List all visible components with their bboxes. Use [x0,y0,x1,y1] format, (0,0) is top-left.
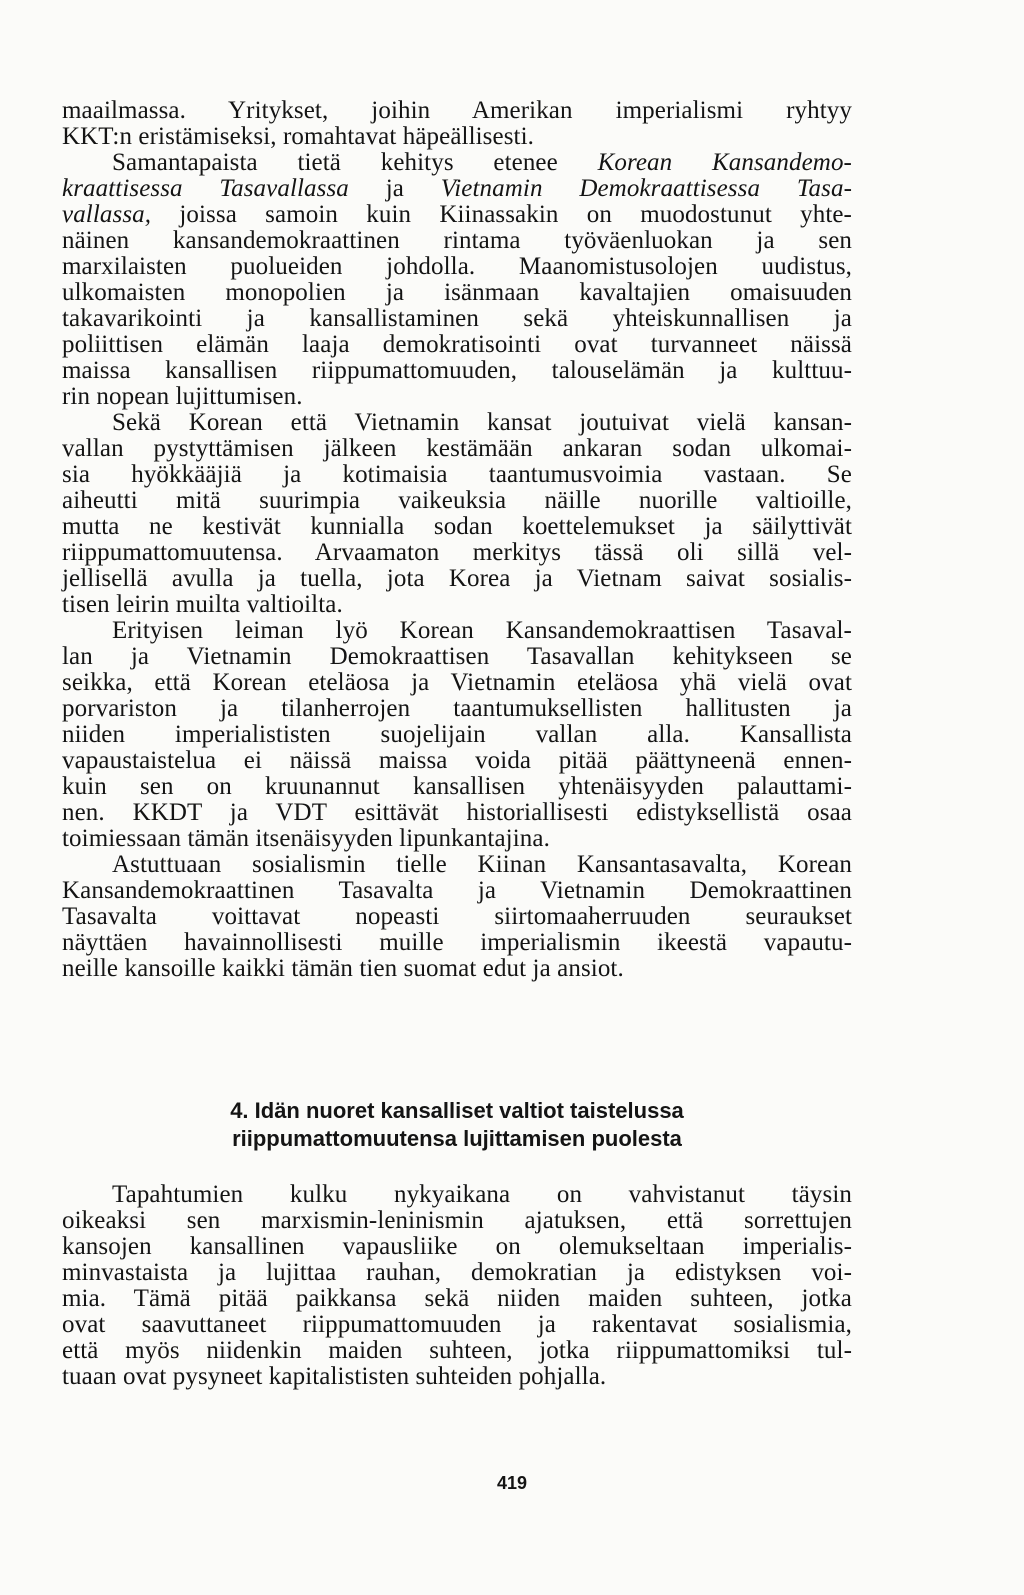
text-line: Tapahtumien kulku nykyaikana on vahvistanut täysin [112,1181,852,1208]
text-line: mia. Tämä pitää paikkansa sekä niiden maiden suhteen, jotka [62,1285,852,1312]
text-line: maailmassa. Yritykset, joihin Amerikan imperialismi ryhtyy [62,97,852,124]
text-line: että myös niidenkin maiden suhteen, jotka riippumattomiksi tul- [62,1337,852,1364]
text-line: marxilaisten puolueiden johdolla. Maanomistusolojen uudistus, [62,253,852,280]
text-line: aiheutti mitä suurimpia vaikeuksia näille nuorille valtioille, [62,487,852,514]
text-line: takavarikointi ja kansallistaminen sekä yhteiskunnallisen ja [62,305,852,332]
text-line: minvastaista ja lujittaa rauhan, demokratian ja edistyksen voi- [62,1259,852,1286]
text-line: mutta ne kestivät kunnialla sodan koettelemukset ja säilyttivät [62,513,852,540]
text-line: neille kansoille kaikki tämän tien suomat edut ja ansiot. [62,955,624,982]
text-line: toimiessaan tämän itsenäisyyden lipunkantajina. [62,825,550,852]
text-line: vallan pystyttämisen jälkeen kestämään ankaran sodan ulkomai- [62,435,852,462]
text-line: Tasavalta voittavat nopeasti siirtomaaherruuden seuraukset [62,903,852,930]
section-heading-line-1: 4. Idän nuoret kansalliset valtiot taistelussa [230,1098,684,1123]
text-line: KKT:n eristämiseksi, romahtavat häpeällisesti. [62,123,534,150]
text-line: niiden imperialististen suojelijain vallan alla. Kansallista [62,721,852,748]
text-line: oikeaksi sen marxismin-leninismin ajatuksen, että sorrettujen [62,1207,852,1234]
text-line: Kansandemokraattinen Tasavalta ja Vietnamin Demokraattinen [62,877,852,904]
text-line: Sekä Korean että Vietnamin kansat joutuivat vielä kansan- [112,409,852,436]
text-line: vallassa, joissa samoin kuin Kiinassakin on muodostunut yhte- [62,201,852,228]
text-line: poliittisen elämän laaja demokratisointi ovat turvanneet näissä [62,331,852,358]
text-line: kraattisessa Tasavallassa ja Vietnamin Demokraattisessa Tasa- [62,175,853,202]
text-line: näinen kansandemokraattinen rintama työväenluokan ja sen [62,227,852,254]
page-number: 419 [496,1473,528,1493]
text-line: kuin sen on kruunannut kansallisen yhtenäisyyden palauttami- [62,773,852,800]
text-line: vapaustaistelua ei näissä maissa voida pitää päättyneenä ennen- [62,747,852,774]
text-line: porvariston ja tilanherrojen taantumuksellisten hallitusten ja [62,695,852,722]
text-line: rin nopean lujittumisen. [62,383,303,410]
text-line: ovat saavuttaneet riippumattomuuden ja rakentavat sosialismia, [62,1311,852,1338]
text-line: tuaan ovat pysyneet kapitalististen suhteiden pohjalla. [62,1363,607,1390]
text-line: sia hyökkääjiä ja kotimaisia taantumusvoimia vastaan. Se [62,461,852,488]
text-line: lan ja Vietnamin Demokraattisen Tasavallan kehitykseen se [62,643,852,670]
text-line: seikka, että Korean eteläosa ja Vietnamin eteläosa yhä vielä ovat [62,669,852,696]
text-line: maissa kansallisen riippumattomuuden, talouselämän ja kulttuu- [62,357,852,384]
text-line: tisen leirin muilta valtioilta. [62,591,343,618]
text-line: ulkomaisten monopolien ja isänmaan kavaltajien omaisuuden [62,279,852,306]
text-line: riippumattomuutensa. Arvaamaton merkitys tässä oli sillä vel- [62,539,852,566]
text-line: Erityisen leiman lyö Korean Kansandemokraattisen Tasaval- [112,617,852,644]
text-line: Astuttuaan sosialismin tielle Kiinan Kansantasavalta, Korean [112,851,852,878]
text-line: jellisellä avulla ja tuella, jota Korea ja Vietnam saivat sosialis- [62,565,852,592]
section-heading-line-2: riippumattomuutensa lujittamisen puolesta [232,1126,682,1151]
text-line: nen. KKDT ja VDT esittävät historiallisesti edistyksellistä osaa [62,799,852,826]
text-line: näyttäen havainnollisesti muille imperialismin ikeestä vapautu- [62,929,852,956]
text-line: Samantapaista tietä kehitys etenee Korean Kansandemo- [112,149,852,176]
text-line: kansojen kansallinen vapausliike on olemukseltaan imperialis- [62,1233,852,1260]
